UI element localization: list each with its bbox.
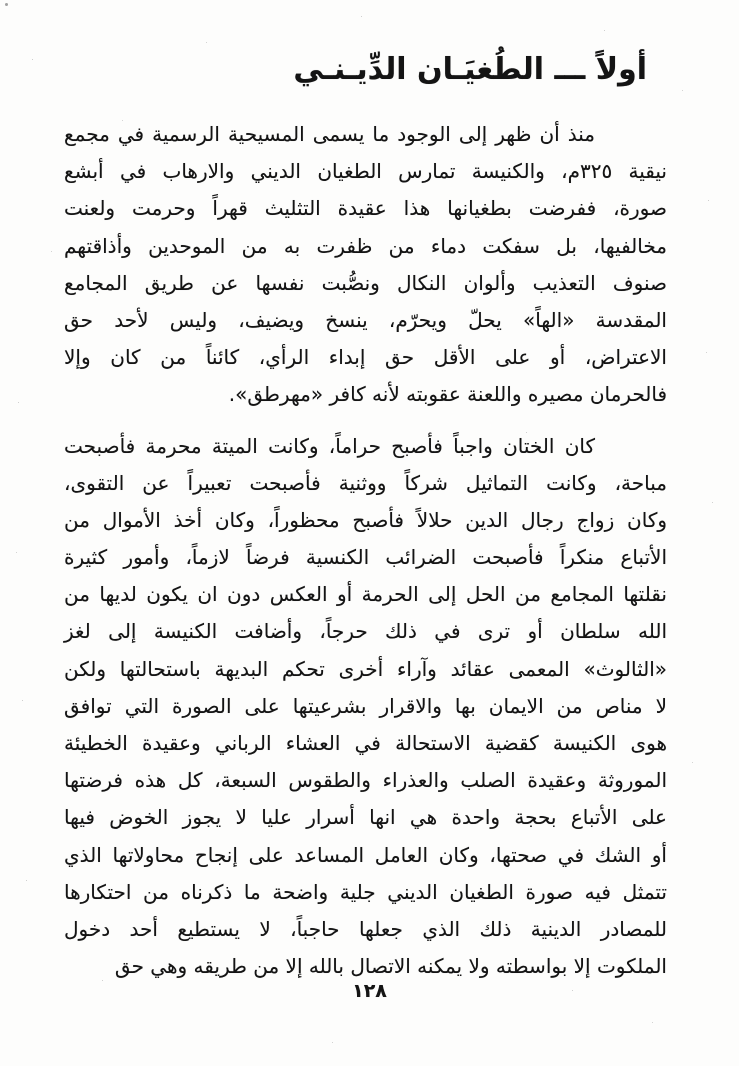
text-line: تتمثل فيه صورة الطغيان الديني جلية واضحة ما ذكرناه من احتكارها [64,879,667,904]
text-line: الموروثة وعقيدة الصلب والعذراء والطقوس السبعة، كل هذه فرضتها [64,768,667,793]
paragraph [64,428,667,986]
text-line: الله سلطان أو ترى في ذلك حرجاً، وأضافت الكنيسة إلى لغز [64,619,667,644]
page-number: ١٢٨ [352,980,387,1002]
text-line: نيقية ٣٢٥م، والكنيسة تمارس الطغيان الديني والارهاب في أبشع [64,159,667,184]
text-line: منذ أن ظهر إلى الوجود ما يسمى المسيحية الرسمية في مجمع [64,122,595,146]
text-line: الملكوت إلا بواسطته ولا يمكنه الاتصال بالله إلا من طريقه وهي حق [114,954,667,979]
text-line: فالحرمان مصيره واللعنة عقوبته لأنه كافر «مهرطق». [228,382,667,407]
text-line: «الثالوث» المعمى عقائد وآراء أخرى تحكم البديهة باستحالتها ولكن [64,656,667,681]
text-line: المقدسة «الهاً» يحلّ ويحرّم، ينسخ ويضيف، وليس لأحد حق [64,307,667,332]
text-line: أو الشك في صحتها، وكان العامل المساعد على إنجاح محاولاتها الذي [64,842,667,867]
text-line: مباحة، وكانت التماثيل شركاً ووثنية فأصبحت تعبيراً عن التقوى، [64,470,667,495]
text-line: نقلتها المجامع من الحل إلى الحرمة أو العكس دون ان يكون لديها من [64,582,667,607]
text-line: للمصادر الدينية ذلك الذي جعلها حاجباً، لا يستطيع أحد دخول [64,916,667,941]
text-line: صنوف التعذيب وألوان النكال ونصُّبت نفسها عن طريق المجامع [64,270,667,295]
text-line: الاعتراض، أو على الأقل حق إبداء الرأي، كائناً من كان وإلا [64,345,667,370]
text-line: مخالفيها، بل سفكت دماء من ظفرت به من الموحدين وأذاقتهم [64,233,667,258]
text-line: وكان زواج رجال الدين حلالاً فأصبح محظوراً، وكان أخذ الأموال من [64,507,667,532]
text-line: على الأتباع بحجة واحدة هي انها أسرار عليا لا يجوز الخوض فيها [64,805,667,830]
section-title: أولاً ـــ الطُغيَـان الدِّيـنـي [293,52,647,87]
text-line: كان الختان واجباً فأصبح حراماً، وكانت الميتة محرمة فأصبحت [64,433,595,458]
text-line: لا مناص من الايمان بها والاقرار بشرعيتها على الصورة التي توافق [64,693,667,718]
page-body [64,116,667,985]
text-line: الأتباع منكراً فأصبحت الضرائب الكنسية فرضاً لازماً، وأمور كثيرة [64,545,667,570]
paragraph [64,116,667,414]
scan-noise-specks [5,3,8,6]
text-line: هوى الكنيسة كقضية الاستحالة في العشاء الرباني وعقيدة الخطيئة [64,731,667,755]
text-line: صورة، ففرضت بطغيانها هذا عقيدة التثليث قهراً وحرمت ولعنت [64,196,667,221]
